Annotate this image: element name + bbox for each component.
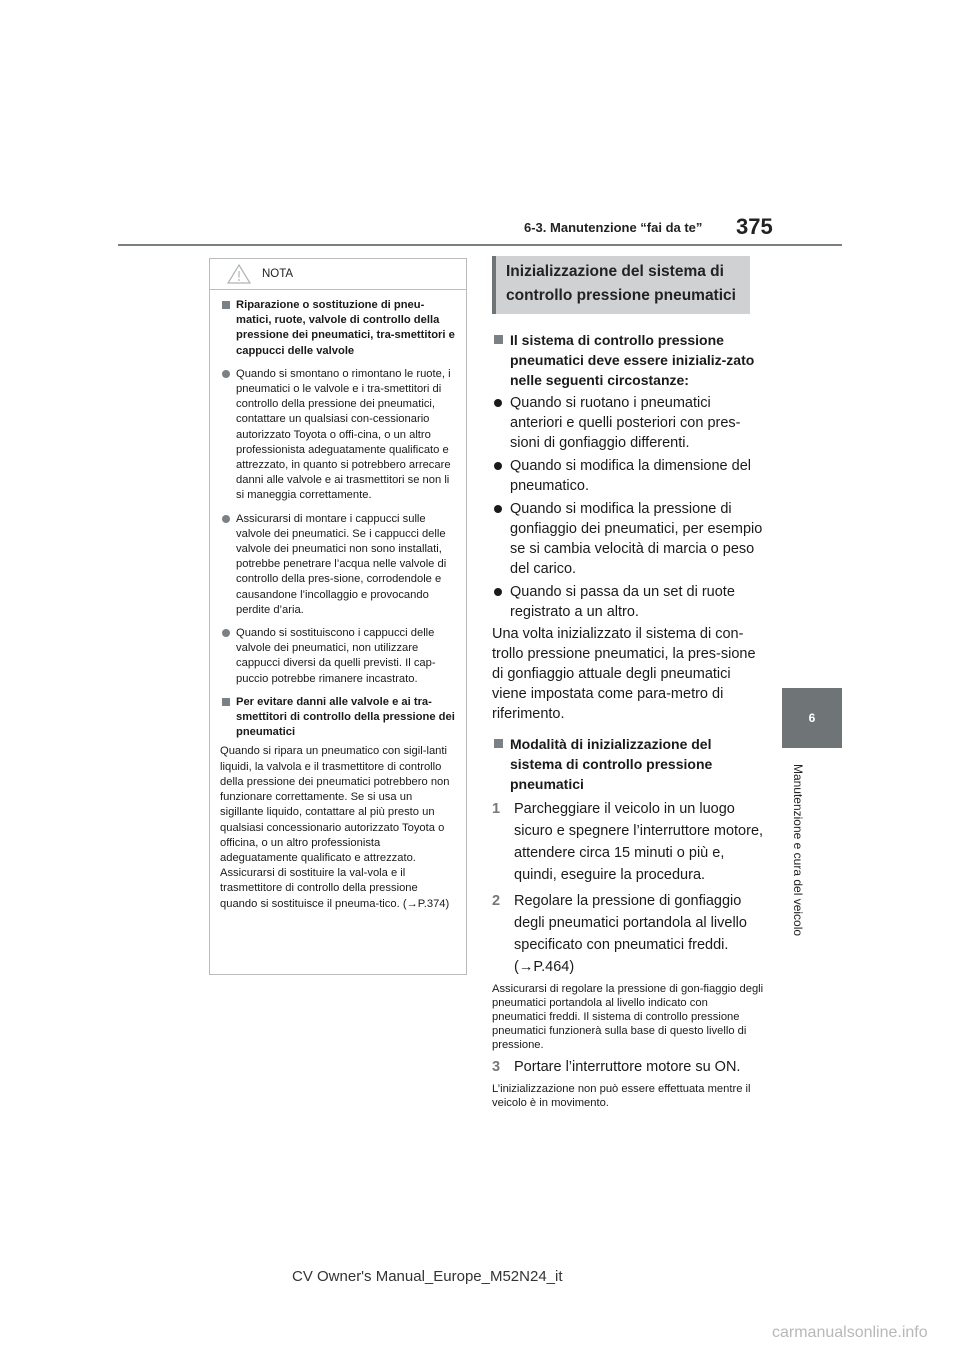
note-paragraph: Quando si ripara un pneumatico con sigil-lanti liquidi, la valvola e il trasmettitore di controllo della pressione dei pneumatici potrebbero non funzionare correttamente. Se si usa un sigillante liquido, contattare al più presto un qualsiasi concessionario autorizzato Toyota o officina, o un altro professionista adeguatamente qualificato e attrezzato. Assicurarsi di sostituire la val-vola e il trasmettitore di controllo della pressione quando si sostituisce il pneuma-tico. (→P.374) <box>220 745 450 910</box>
list-item: Quando si modifica la dimensione del pneumatico. <box>492 456 764 496</box>
list-item: Quando si modifica la pressione di gonfiaggio dei pneumatici, per esempio se si cambia velocità di marcia o peso del carico. <box>492 499 764 579</box>
list-item: Quando si ruotano i pneumatici anteriori e quelli posteriori con pres-sioni di gonfiaggio differenti. <box>492 393 764 453</box>
step-number: 1 <box>492 801 501 817</box>
subheading: Modalità di inizializzazione del sistema di controllo pressione pneumatici <box>492 734 764 794</box>
step-note: Assicurarsi di regolare la pressione di gon-fiaggio degli pneumatici portandola al livello indicato con pneumatici freddi. Il sistema di controllo pressione pneumatici funzionerà sulla base di questo livello di pressione. <box>492 983 764 1051</box>
note-item: Quando si sostituiscono i cappucci delle valvole dei pneumatici, non utilizzare cappucci diversi da quelli previsti. Il cap-puccio potrebbe rimanere incastrato. <box>220 626 456 687</box>
note-item: Quando si smontano o rimontano le ruote, i pneumatici o le valvole e i tra-smettitori di controllo della pressione dei pneumatici, contattare un qualsiasi con-cessionario autorizzato Toyota o offi-cina, o un altro professionista adeguatamente qualificato e attrezzato, in quanto si potrebbero arrecare danni alle valvole e ai trasmettitori se non li si maneggia correttamente. <box>220 367 456 504</box>
step-text: Parcheggiare il veicolo in un luogo sicuro e spegnere l’interruttore motore, attendere circa 15 minuti o più e, quindi, eseguire la procedura. <box>514 801 764 883</box>
note-heading: Per evitare danni alle valvole e ai tra-smettitori di controllo della pressione dei pneumatici <box>220 695 456 741</box>
step-number: 3 <box>492 1059 501 1075</box>
paragraph: Una volta inizializzato il sistema di con-trollo pressione pneumatici, la pres-sione di gonfiaggio attuale degli pneumatici viene impostata come para-metro di riferimento. <box>492 626 756 722</box>
header-divider <box>118 244 842 246</box>
note-item: Assicurarsi di montare i cappucci sulle valvole dei pneumatici. Se i cappucci delle valvole dei pneumatici non sono installati, potrebbe penetrare l’acqua nelle valvole di controllo della pres-sione, corrodendole e causandone l’incollaggio e provocando perdite d’aria. <box>220 512 456 618</box>
section-heading-box: Inizializzazione del sistema di controllo pressione pneumatici <box>492 256 750 314</box>
step-number: 2 <box>492 893 501 909</box>
subheading: Il sistema di controllo pressione pneumatici deve essere inizializ-zato nelle seguenti circostanze: <box>492 330 764 390</box>
footer-text: CV Owner's Manual_Europe_M52N24_it <box>292 1268 563 1285</box>
step-note: L’inizializzazione non può essere effettuata mentre il veicolo è in movimento. <box>492 1083 751 1109</box>
list-item: Quando si passa da un set di ruote registrato a un altro. <box>492 582 764 622</box>
step-2 <box>492 890 764 978</box>
step-3 <box>492 1056 764 1078</box>
note-title: NOTA <box>262 268 294 280</box>
step-1 <box>492 798 764 886</box>
note-header <box>210 259 466 290</box>
chapter-label-text: Manutenzione e cura del veicolo <box>791 763 806 937</box>
right-column <box>492 256 764 1110</box>
note-body <box>210 298 466 912</box>
chapter-label <box>774 740 822 960</box>
note-box <box>209 258 467 975</box>
note-heading: Riparazione o sostituzione di pneu-matici, ruote, valvole di controllo della pressione dei pneumatici, tra-smettitori e cappucci delle valvole <box>220 298 456 359</box>
page-number: 375 <box>736 214 773 239</box>
step-text: Regolare la pressione di gonfiaggio degli pneumatici portandola al livello specificato con pneumatici freddi. (→P.464) <box>514 893 747 975</box>
step-text: Portare l’interruttore motore su ON. <box>514 1059 741 1075</box>
watermark: carmanualsonline.info <box>772 1324 928 1341</box>
warning-icon <box>226 263 252 285</box>
section-title: 6-3. Manutenzione “fai da te” <box>524 220 703 235</box>
chapter-tab: 6 <box>782 688 842 748</box>
